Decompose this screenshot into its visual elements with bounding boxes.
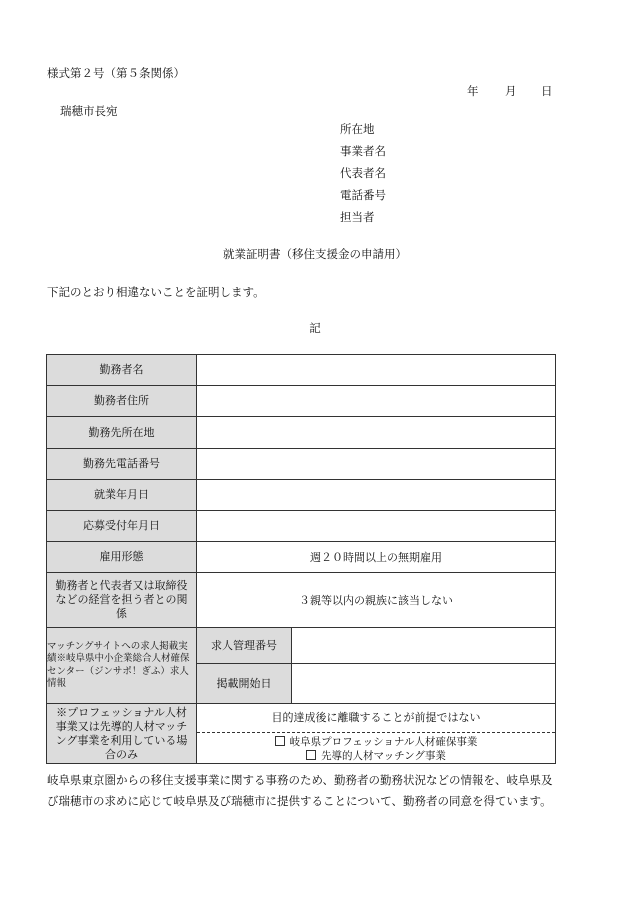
checkbox-icon[interactable] <box>275 736 285 746</box>
date-day: 日 <box>541 84 553 98</box>
matching-site-label: マッチングサイトへの求人掲載実績※岐阜県中小企業総合人材確保センター（ジンサポ！ぎふ）求人情報 <box>47 628 197 704</box>
worker-name-field[interactable] <box>197 355 556 386</box>
workplace-address-field[interactable] <box>197 417 556 449</box>
table-row <box>47 386 556 417</box>
workplace-phone-label: 勤務先電話番号 <box>47 449 197 480</box>
workplace-address-label: 勤務先所在地 <box>47 417 197 449</box>
professional-note: 目的達成後に離職することが前提ではない <box>197 704 555 733</box>
worker-address-field[interactable] <box>197 386 556 417</box>
ki-mark: 記 <box>309 321 321 335</box>
employment-date-field[interactable] <box>197 480 556 511</box>
applicant-business-name-label: 事業者名 <box>340 144 386 158</box>
option-label: 岐阜県プロフェッショナル人材確保事業 <box>289 736 478 748</box>
worker-address-label: 勤務者住所 <box>47 386 197 417</box>
form-number: 様式第２号（第５条関係） <box>47 66 185 80</box>
applicant-contact-label: 担当者 <box>340 210 375 224</box>
date-line <box>467 83 553 99</box>
employment-type-label: 雇用形態 <box>47 542 197 573</box>
certification-statement: 下記のとおり相違ないことを証明します。 <box>47 285 265 299</box>
table-row <box>47 628 556 664</box>
workplace-phone-field[interactable] <box>197 449 556 480</box>
table-row <box>47 417 556 449</box>
addressee: 瑞穂市長宛 <box>60 104 118 118</box>
posting-start-field[interactable] <box>292 664 556 704</box>
document-title: 就業証明書（移住支援金の申請用） <box>223 247 407 261</box>
professional-options <box>197 733 555 763</box>
table-row <box>47 573 556 628</box>
table-row <box>47 542 556 573</box>
employment-type-value: 週２０時間以上の無期雇用 <box>197 542 556 573</box>
application-date-label: 応募受付年月日 <box>47 511 197 542</box>
relation-value: ３親等以内の親族に該当しない <box>197 573 556 628</box>
worker-name-label: 勤務者名 <box>47 355 197 386</box>
date-month: 月 <box>505 84 517 98</box>
job-id-label: 求人管理番号 <box>197 628 292 664</box>
relation-label: 勤務者と代表者又は取締役などの経営を担う者との関係 <box>47 573 197 628</box>
date-year: 年 <box>467 84 479 98</box>
option-leading-matching[interactable] <box>197 749 555 763</box>
consent-statement: 岐阜県東京圏からの移住支援事業に関する事務のため、勤務者の勤務状況などの情報を、岐阜県及び瑞穂市の求めに応じて岐阜県及び瑞穂市に提供することについて、勤務者の同意を得ています。 <box>47 773 553 808</box>
applicant-phone-label: 電話番号 <box>340 188 386 202</box>
checkbox-icon[interactable] <box>306 750 316 760</box>
professional-label: ※プロフェッショナル人材事業又は先導的人材マッチング事業を利用している場合のみ <box>47 704 197 764</box>
professional-cell <box>197 704 556 764</box>
table-row <box>47 704 556 764</box>
applicant-address-label: 所在地 <box>340 122 375 136</box>
job-id-field[interactable] <box>292 628 556 664</box>
certificate-table <box>46 354 556 764</box>
application-date-field[interactable] <box>197 511 556 542</box>
applicant-representative-label: 代表者名 <box>340 166 386 180</box>
employment-date-label: 就業年月日 <box>47 480 197 511</box>
table-row <box>47 511 556 542</box>
option-prefecture-professional[interactable] <box>197 735 555 749</box>
option-label: 先導的人材マッチング事業 <box>321 750 446 762</box>
table-row <box>47 480 556 511</box>
posting-start-label: 掲載開始日 <box>197 664 292 704</box>
table-row <box>47 449 556 480</box>
table-row <box>47 355 556 386</box>
